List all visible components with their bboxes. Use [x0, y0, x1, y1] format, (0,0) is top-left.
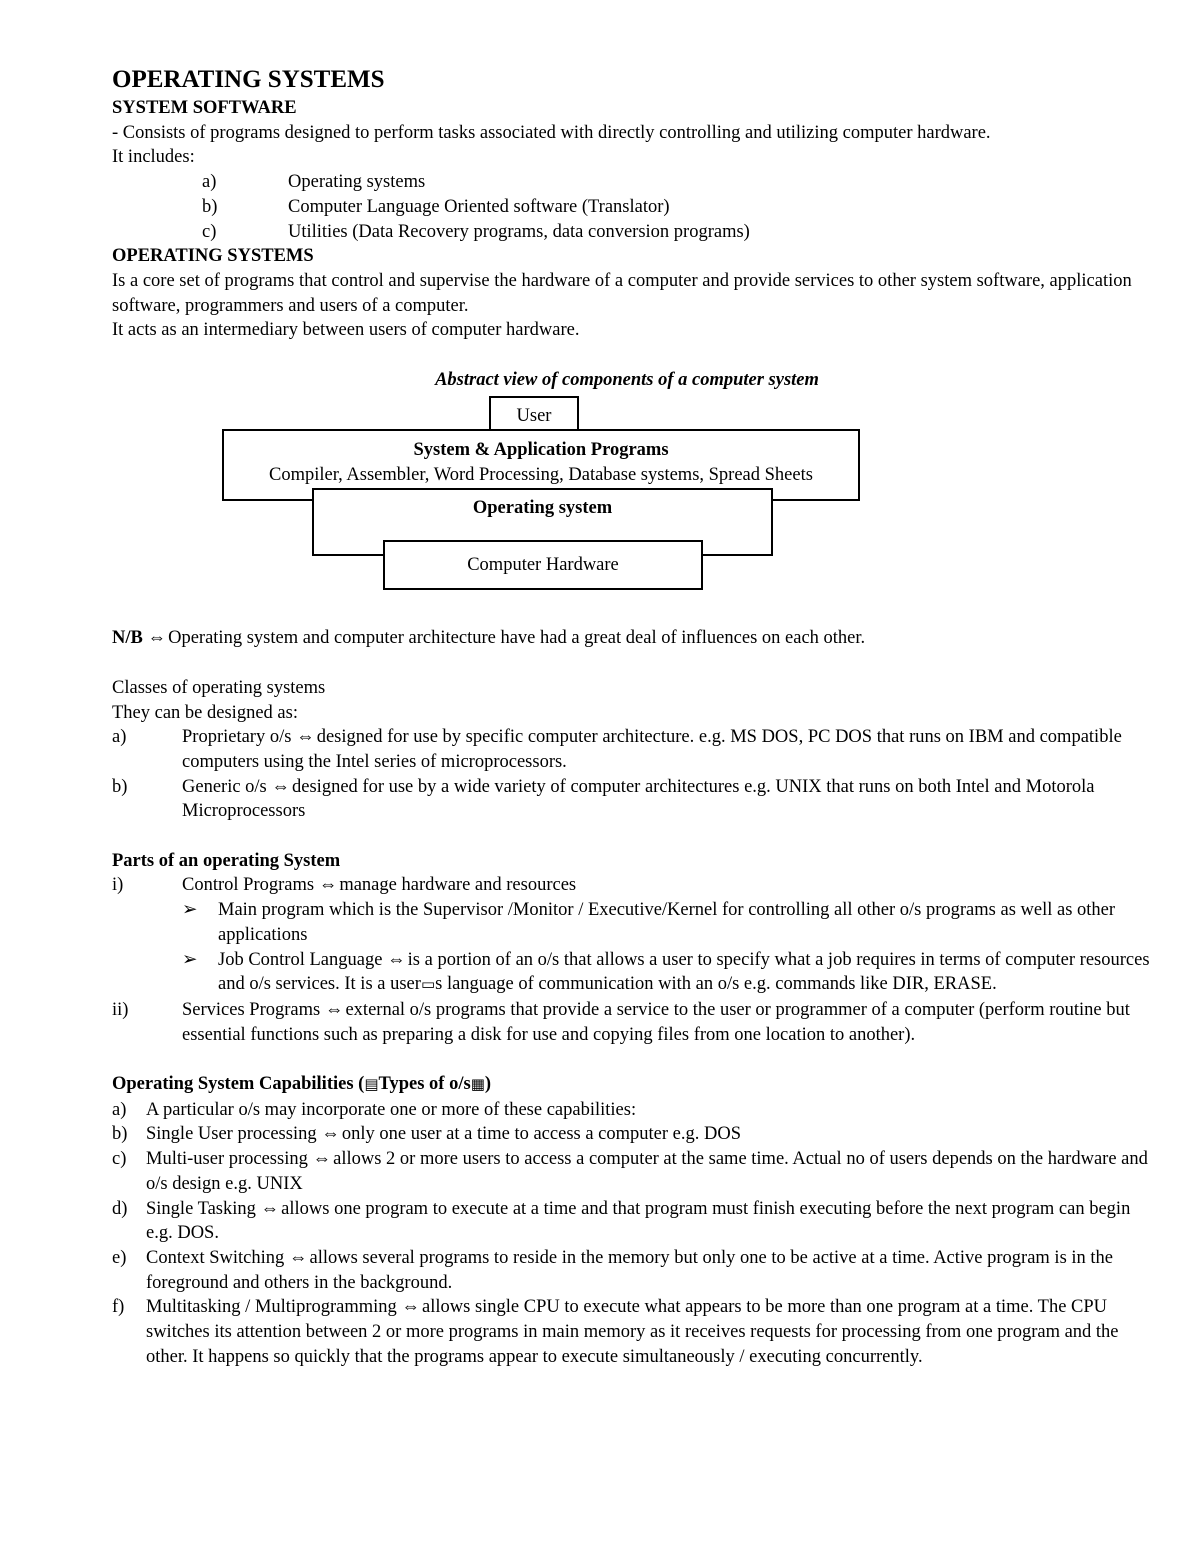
control-programs-sublist	[112, 898, 1152, 998]
list-item: b) Single User processing ⇔ only one user at a time to access a computer e.g. DOS	[112, 1122, 1152, 1147]
double-arrow-icon: ⇔	[318, 875, 338, 896]
double-arrow-icon: ⇔	[312, 1149, 331, 1170]
operating-systems-heading: OPERATING SYSTEMS	[112, 246, 314, 267]
double-arrow-icon: ⇔	[260, 1198, 280, 1219]
double-arrow-icon: ⇔	[296, 727, 315, 748]
capabilities-heading: Operating System Capabilities (▤Types of o/s▦)	[112, 1072, 1152, 1098]
programs-subtitle: Compiler, Assembler, Word Processing, Database systems, Spread Sheets	[269, 465, 813, 486]
system-software-heading: SYSTEM SOFTWARE	[112, 98, 297, 118]
list-item: ii) Services Programs ⇔ external o/s programs that provide a service to the user or programmer of a computer (perform routine but essential functions such as preparing a disk for use and copying files from one location to another).	[112, 999, 1130, 1045]
document-page	[112, 64, 1152, 1369]
arrow-bullet-icon: ➢	[182, 900, 198, 921]
list-item: e) Context Switching ⇔ allows several programs to reside in the memory but only one to be active at a time. Active program is in the foreground and others in the background.	[112, 1247, 1114, 1293]
os-intermediary: It acts as an intermediary between users of computer hardware.	[112, 320, 580, 341]
list-item: ➢ Job Control Language ⇔ is a portion of an o/s that allows a user to specify what a job requires in terms of computer resources and o/s services. It is a user▭s language of communication with an o/s e.g. commands like DIR, ERASE.	[112, 948, 1152, 998]
list-item: a) Proprietary o/s ⇔ designed for use by specific computer architecture. e.g. MS DOS, PC DOS that runs on IBM and compatible computers using the Intel series of microprocessors.	[112, 727, 1122, 772]
missing-glyph-icon: ▦	[470, 1077, 485, 1094]
double-arrow-icon: ⇔	[271, 776, 290, 797]
list-item: f) Multitasking / Multiprogramming ⇔ allows single CPU to execute what appears to be more than one program at a time. The CPU switches its attention between 2 or more programs in main memory as it receives requests for processing from one program and the other. It happens so quickly that the programs appear to execute simultaneously / executing concurrently.	[112, 1297, 1119, 1367]
system-software-list	[112, 170, 1152, 244]
arrow-bullet-icon: ➢	[182, 949, 198, 970]
list-item: a) A particular o/s may incorporate one or more of these capabilities:	[112, 1099, 637, 1120]
list-item: d) Single Tasking ⇔ allows one program to execute at a time and that program must finish executing before the next program can begin e.g. DOS.	[112, 1198, 1131, 1244]
page-title: OPERATING SYSTEMS	[112, 66, 385, 93]
list-item: ➢ Main program which is the Supervisor /Monitor / Executive/Kernel for controlling all other o/s programs as well as other applications	[112, 898, 1152, 947]
double-arrow-icon: ⇔	[147, 628, 166, 649]
classes-list	[112, 725, 1152, 824]
diagram-caption: Abstract view of components of a computer system	[435, 369, 819, 390]
classes-heading: Classes of operating systems	[112, 677, 326, 698]
components-diagram	[112, 396, 1152, 596]
list-item: b) Computer Language Oriented software (Translator)	[202, 196, 670, 217]
parts-heading: Parts of an operating System	[112, 850, 341, 871]
includes-intro: It includes:	[112, 147, 195, 168]
list-item: c) Multi-user processing ⇔ allows 2 or more users to access a computer at the same time. Actual no of users depends on the hardware and o/s design e.g. UNIX	[112, 1149, 1148, 1194]
list-item: c) Utilities (Data Recovery programs, data conversion programs)	[202, 221, 750, 242]
system-software-definition: - Consists of programs designed to perform tasks associated with directly controlling and utilizing computer hardware.	[112, 122, 991, 143]
missing-glyph-icon: ▤	[364, 1077, 379, 1094]
double-arrow-icon: ⇔	[288, 1247, 308, 1268]
hardware-box: Computer Hardware	[383, 540, 703, 590]
double-arrow-icon: ⇔	[401, 1297, 420, 1318]
list-item: i) Control Programs ⇔ manage hardware and resources	[112, 873, 1152, 898]
user-box: User	[489, 396, 579, 432]
capabilities-list	[112, 1098, 1152, 1370]
nb-note: N/B ⇔ Operating system and computer architecture have had a great deal of influences on each other.	[112, 626, 1152, 651]
missing-glyph-icon: ▭	[420, 977, 436, 994]
double-arrow-icon: ⇔	[387, 949, 406, 970]
list-item: a) Operating systems	[202, 172, 426, 193]
double-arrow-icon: ⇔	[324, 999, 344, 1020]
double-arrow-icon: ⇔	[321, 1124, 340, 1145]
list-item: b) Generic o/s ⇔ designed for use by a wide variety of computer architectures e.g. UNIX that runs on both Intel and Motorola Microprocessors	[112, 776, 1095, 822]
programs-title: System & Application Programs	[413, 440, 669, 461]
os-definition: Is a core set of programs that control and supervise the hardware of a computer and provide services to other system software, application software, programmers and users of a computer.	[112, 270, 1132, 316]
parts-list-2	[112, 998, 1152, 1047]
os-box-label: Operating system	[472, 498, 613, 519]
classes-intro: They can be designed as:	[112, 702, 298, 723]
parts-list	[112, 873, 1152, 898]
